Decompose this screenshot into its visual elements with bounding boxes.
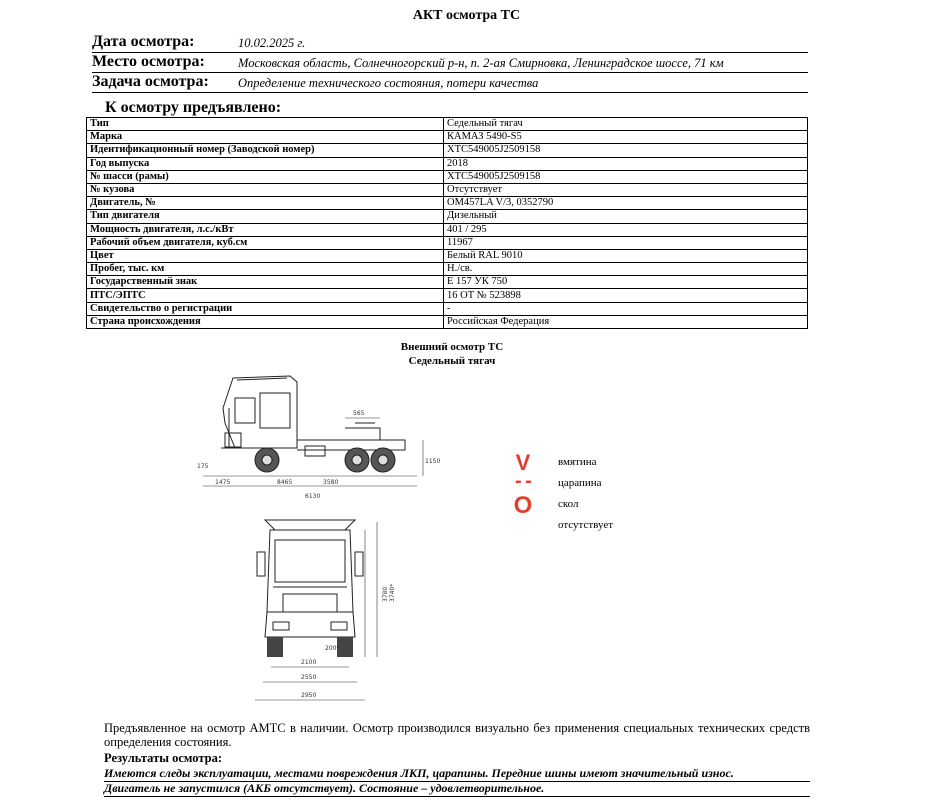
section-title: К осмотру предъявлено: (105, 99, 282, 116)
dim-side-1150: 1150 (425, 458, 441, 465)
spec-row (87, 144, 808, 157)
inspection-subtitle: Седельный тягач (408, 355, 496, 367)
spec-key: Государственный знак (87, 276, 444, 289)
results-line-1: Имеются следы эксплуатации, местами повреждения ЛКП, царапины. Передние шины имеют значительный износ. (104, 766, 810, 782)
spec-row (87, 263, 808, 276)
legend-dent-label: вмятина (558, 456, 597, 468)
spec-row (87, 131, 808, 144)
spec-value: 11967 (444, 236, 808, 249)
spec-key: Страна происхождения (87, 315, 444, 328)
document-title: АКТ осмотра ТС (412, 8, 521, 23)
results-title: Результаты осмотра: (104, 751, 222, 765)
spec-value: 2018 (444, 157, 808, 170)
spec-key: Марка (87, 131, 444, 144)
legend-missing-label: отсутствует (558, 519, 614, 531)
dent-legend-icon: V (515, 450, 531, 475)
date-label: Дата осмотра: (92, 33, 195, 50)
date-value: 10.02.2025 г. (238, 36, 306, 50)
spec-row (87, 223, 808, 236)
spec-key: Пробег, тыс. км (87, 263, 444, 276)
spec-value: XTC549005J2509158 (444, 144, 808, 157)
spec-row (87, 236, 808, 249)
spec-value: XTC549005J2509158 (444, 170, 808, 183)
dim-side-8465: 8465 (277, 479, 293, 486)
spec-key: Рабочий объем двигателя, куб.см (87, 236, 444, 249)
spec-value: 16 ОТ № 523898 (444, 289, 808, 302)
spec-value: Н./св. (444, 263, 808, 276)
spec-value: Отсутствует (444, 183, 808, 196)
info-row-place (92, 53, 808, 73)
spec-value: КАМАЗ 5490-S5 (444, 131, 808, 144)
task-label: Задача осмотра: (92, 73, 209, 90)
spec-row (87, 302, 808, 315)
truck-side-view-drawing (195, 368, 440, 508)
spec-key: Цвет (87, 249, 444, 262)
spec-row (87, 315, 808, 328)
spec-key: Год выпуска (87, 157, 444, 170)
spec-table (86, 117, 808, 329)
dim-side-1475: 1475 (215, 479, 231, 486)
spec-row (87, 249, 808, 262)
dim-side-175: 175 (197, 463, 209, 470)
spec-key: № шасси (рамы) (87, 170, 444, 183)
spec-row (87, 157, 808, 170)
spec-key: Свидетельство о регистрации (87, 302, 444, 315)
spec-row (87, 289, 808, 302)
spec-key: ПТС/ЭПТС (87, 289, 444, 302)
spec-key: № кузова (87, 183, 444, 196)
chip-legend-icon: O (513, 492, 533, 519)
dim-front-2950: 2950 (301, 692, 317, 699)
spec-key: Мощность двигателя, л.с./кВт (87, 223, 444, 236)
spec-row (87, 170, 808, 183)
scratch-legend-icon: - - (515, 470, 531, 492)
spec-value: Дизельный (444, 210, 808, 223)
legend-scratch-label: царапина (558, 477, 602, 489)
dim-front-200: 200* (325, 645, 340, 652)
spec-row (87, 118, 808, 131)
spec-key: Тип (87, 118, 444, 131)
spec-value: Седельный тягач (444, 118, 808, 131)
spec-row (87, 210, 808, 223)
spec-key: Идентификационный номер (Заводской номер) (87, 144, 444, 157)
results-line-2: Двигатель не запустился (АКБ отсутствует). Состояние – удовлетворительное. (104, 781, 810, 797)
dim-side-3580: 3580 (323, 479, 339, 486)
spec-row (87, 183, 808, 196)
legend-chip-label: скол (558, 498, 579, 510)
inspection-paragraph: Предъявленное на осмотр АМТС в наличии. Осмотр производился визуально без применения специальных технических средств определения состояния. (104, 721, 810, 749)
spec-row (87, 276, 808, 289)
spec-value: OM457LA V/3, 0352790 (444, 197, 808, 210)
place-label: Место осмотра: (92, 53, 205, 70)
spec-key: Двигатель, № (87, 197, 444, 210)
truck-front-view-drawing (245, 512, 395, 712)
spec-key: Тип двигателя (87, 210, 444, 223)
inspection-title: Внешний осмотр ТС (400, 341, 504, 353)
spec-value: Е 157 УК 750 (444, 276, 808, 289)
spec-value: Белый RAL 9010 (444, 249, 808, 262)
dim-side-6130: 6130 (305, 493, 321, 500)
dim-front-3740: 3740* (389, 583, 396, 602)
spec-row (87, 197, 808, 210)
dim-front-3780: 3780 (382, 586, 389, 602)
info-row-task (92, 73, 808, 93)
dim-side-565: 565 (353, 410, 365, 417)
spec-value: 401 / 295 (444, 223, 808, 236)
task-value: Определение технического состояния, потери качества (238, 76, 539, 90)
dim-front-2100: 2100 (301, 659, 317, 666)
dim-front-2550: 2550 (301, 674, 317, 681)
spec-value: Российская Федерация (444, 315, 808, 328)
info-row-date (92, 33, 808, 53)
spec-value: - (444, 302, 808, 315)
place-value: Московская область, Солнечногорский р-н, п. 2-ая Смирновка, Ленинградское шоссе, 71 км (238, 56, 724, 70)
